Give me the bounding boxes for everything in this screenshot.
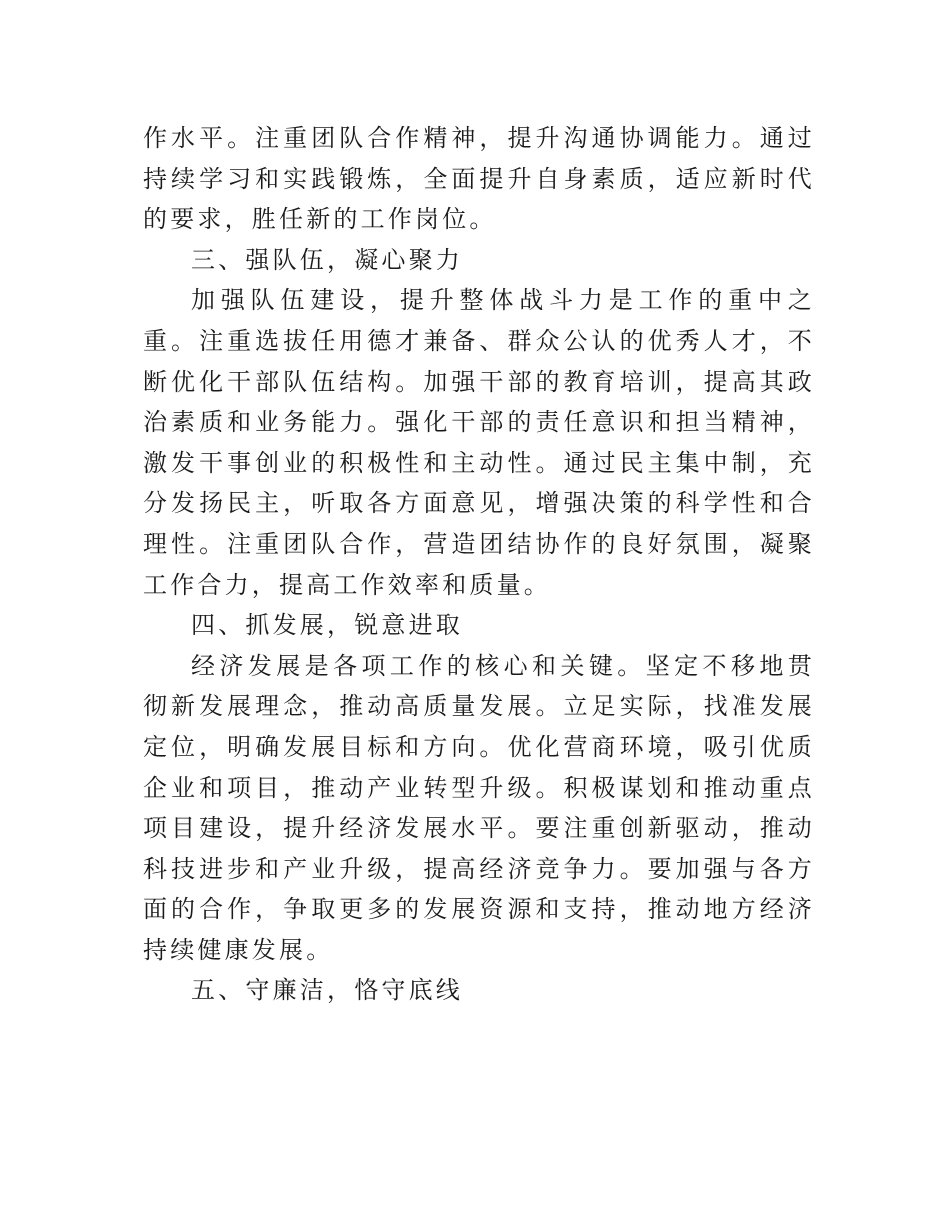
section-heading-3: 三、强队伍，凝心聚力: [191, 245, 463, 274]
section-heading-4: 四、抓发展，锐意进取: [191, 611, 463, 640]
paragraph-development: 经济发展是各项工作的核心和关键。坚定不移地贯彻新发展理念，推动高质量发展。立足实际，找准发展定位，明确发展目标和方向。优化营商环境，吸引优质企业和项目，推动产业转型升级。积极谋划和推动重点项目建设，提升经济发展水平。要注重创新驱动，推动科技进步和产业升级，提高经济竞争力。要加强与各方面的合作，争取更多的发展资源和支持，推动地方经济持续健康发展。: [143, 651, 815, 964]
paragraph-team-building: 加强队伍建设，提升整体战斗力是工作的重中之重。注重选拔任用德才兼备、群众公认的优秀人才，不断优化干部队伍结构。加强干部的教育培训，提高其政治素质和业务能力。强化干部的责任意识和担当精神，激发干事创业的积极性和主动性。通过民主集中制，充分发扬民主，听取各方面意见，增强决策的科学性和合理性。注重团队合作，营造团结协作的良好氛围，凝聚工作合力，提高工作效率和质量。: [143, 286, 815, 599]
document-body: [143, 118, 815, 1011]
section-heading-5: 五、守廉洁，恪守底线: [191, 976, 463, 1005]
paragraph-continued: 作水平。注重团队合作精神，提升沟通协调能力。通过持续学习和实践锻炼，全面提升自身素质，适应新时代的要求，胜任新的工作岗位。: [143, 124, 815, 234]
